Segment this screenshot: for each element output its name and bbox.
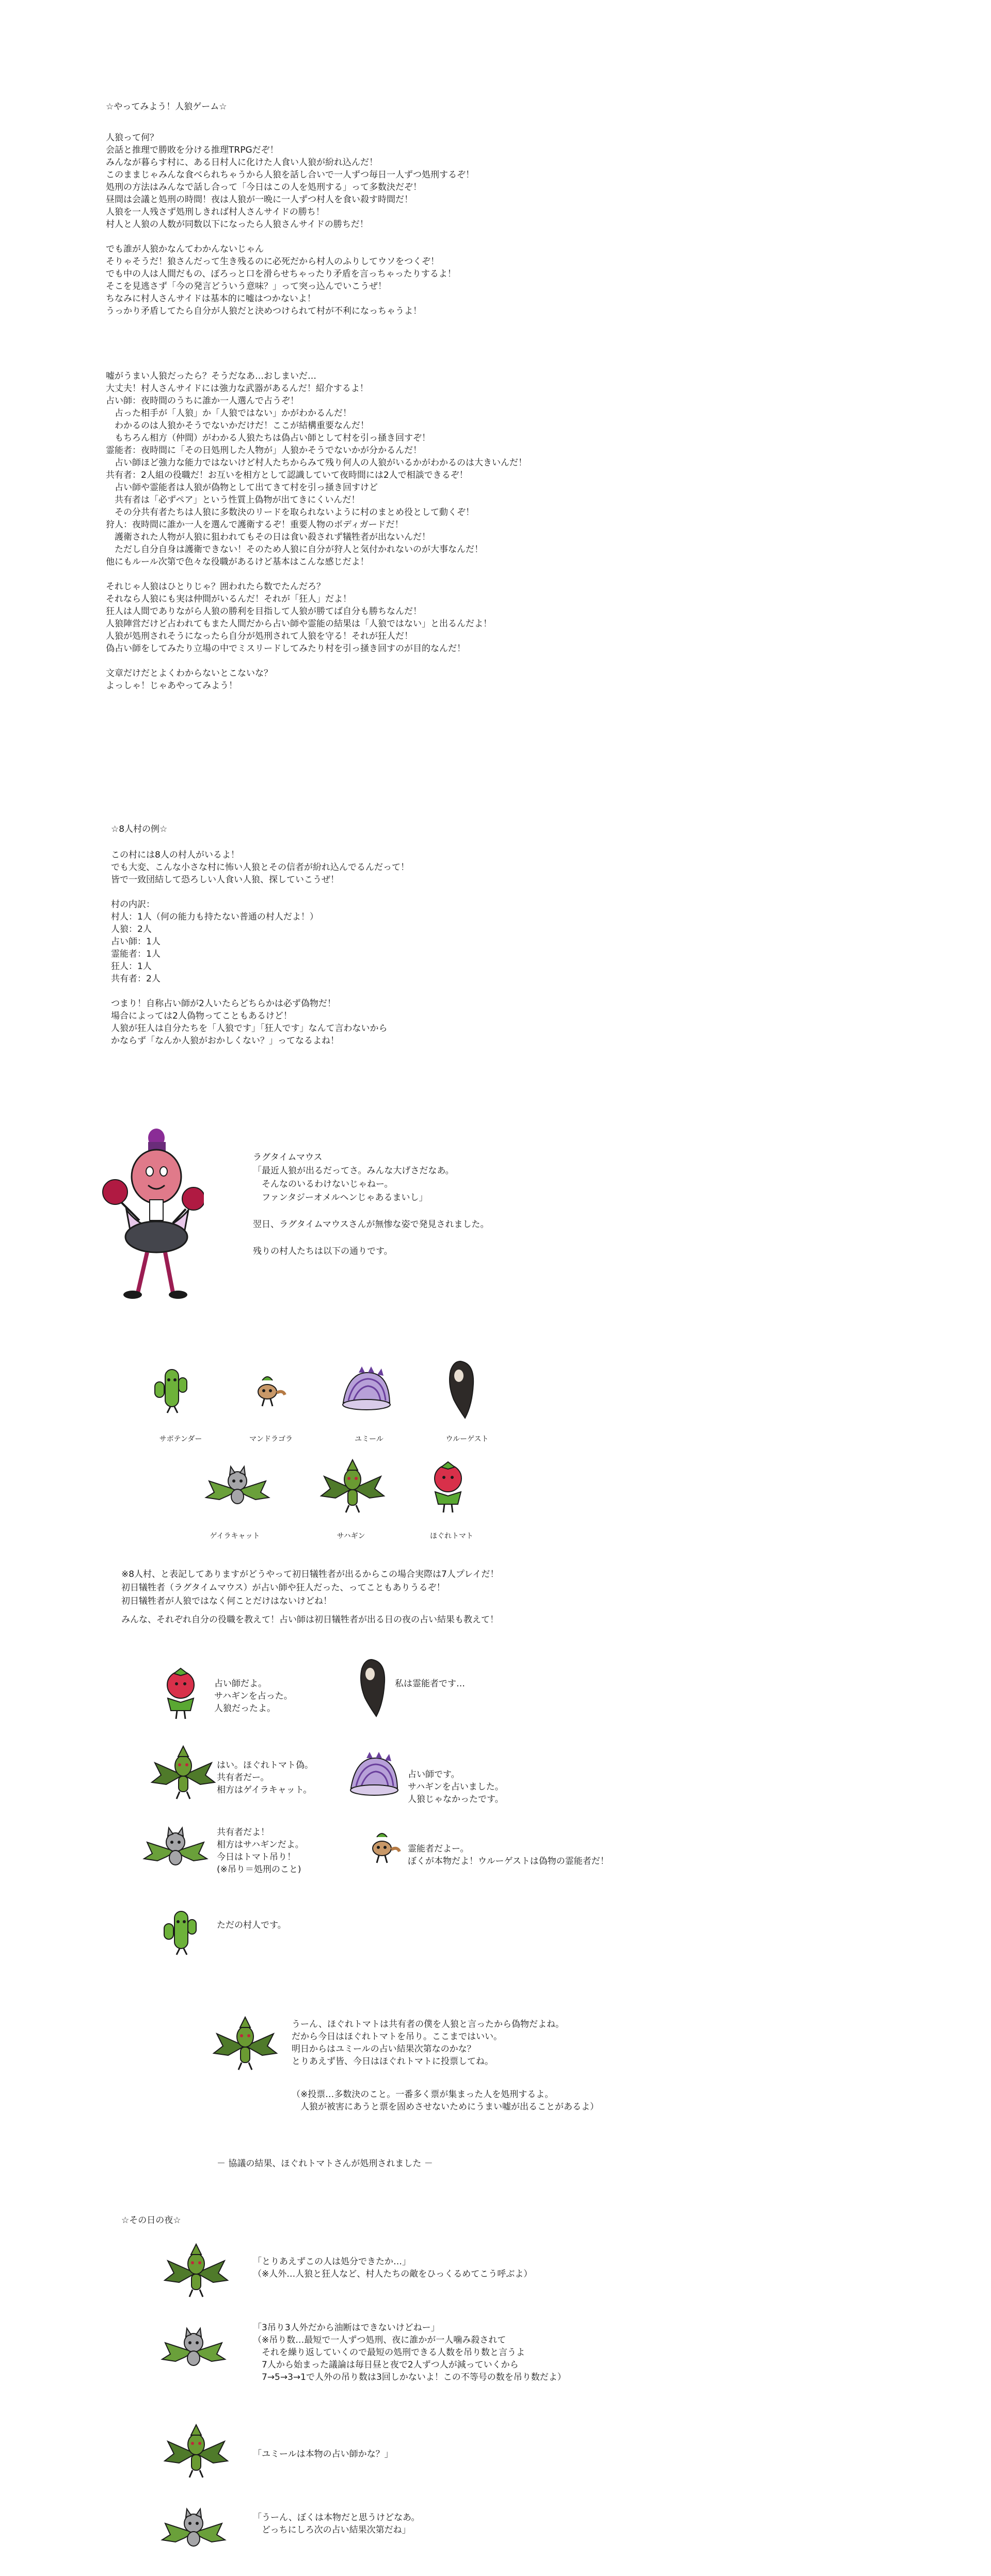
cat-icon [160,2322,227,2374]
wraith-icon [354,1656,390,1718]
claim-line: 人狼だったよ。 [214,1703,276,1714]
shell-icon [338,1366,395,1413]
example-line: 占い師：1人 [111,937,161,947]
claims-prompt: みんな、それぞれ自分の役職を教えて！占い師は初日犠牲者が出る日の夜の占い結果も教えて！ [121,1615,499,1625]
intro-line: でも中の人は人間だもの、ぽろっと口を滑らせちゃったり矛盾を言っちゃったりするよ！ [106,269,456,279]
sahagin-icon [163,2242,230,2299]
intro-line: 人狼を一人残さず処刑しきれば村人さんサイドの勝ち！ [106,207,325,217]
intro-line: でも誰が人狼かなんてわかんないじゃん [106,244,264,254]
roles-line: 狂人は人間でありながら人狼の勝利を目指して人狼が勝てば自分も勝ちなんだ！ [106,606,422,617]
claim-line: 人狼じゃなかったです。 [408,1794,504,1805]
sahagin-icon [212,2015,279,2072]
story-line: 残りの村人たちは以下の通りです。 [253,1246,393,1257]
example-line: 人狼：2人 [111,924,152,935]
story-line: 「最近人狼が出るだってさ。みんな大げさだなあ。 [253,1166,454,1176]
roles-line: その分共有者たちは人狼に多数決のリードを取られないように村のまとめ役として動くぞ！ [106,507,474,518]
wraith-icon [442,1358,478,1420]
roles-line: 他にもルール次第で色々な役職があるけど基本はこんな感じだよ！ [106,557,369,567]
claim-line: ぼくが本物だよ！ウルーゲストは偽物の霊能者だ！ [408,1856,609,1866]
claim-line: 相方はサハギンだよ。 [217,1840,304,1850]
intro-line: うっかり矛盾してたら自分が人狼だと決めつけられて村が不利になっちゃうよ！ [106,306,422,316]
note-line: 初日犠牲者が人狼ではなく何ことだけはないけどね！ [121,1596,332,1606]
discussion-line: とりあえず皆、今日はほぐれトマトに投票してね。 [292,2056,493,2067]
night-line: 「とりあえずこの人は処分できたか…」 [253,2257,411,2267]
note-line: 初日犠牲者（ラグタイムマウス）が占い師や狂人だった、ってこともありうるぞ！ [121,1583,445,1593]
mouse-portrait [101,1117,204,1313]
night-line: 7→5→3→1で人外の吊り数は3回しかないよ！この不等号の数を吊り数だよ） [253,2372,566,2382]
night-line: どっちにしろ次の占い結果次第だね」 [253,2525,411,2535]
roles-line: 人狼陣営だけど占われてもまた人間だから占い師や霊能の結果は「人狼ではない」と出るんだよ！ [106,619,492,629]
sahagin-icon [319,1458,386,1515]
villager-name: ユミール [355,1435,383,1443]
example-line: つまり！自称占い師が2人いたらどちらかは必ず偽物だ！ [111,999,336,1009]
intro-line: 村人と人狼の人数が同数以下になったら人狼さんサイドの勝ちだ！ [106,219,369,230]
claim-line: 今日はトマト吊り！ [217,1852,296,1862]
intro-line: 処刑の方法はみんなで話し合って「今日はこの人を処刑する」って多数決だぞ！ [106,182,422,192]
note-line: ※8人村、と表記してありますがどうやって初日犠牲者が出るからこの場合実際は7人プレイだ！ [121,1569,499,1580]
roles-line: 人狼が処刑されそうになったら自分が処刑されて人狼を守る！それが狂人だ！ [106,631,413,641]
night-line: それを繰り返していくので最短の処刑できる人数を吊り数と言うよ [253,2347,525,2358]
intro-line: 会話と推理で勝敗を分ける推理TRPGだぞ！ [106,145,279,155]
example-line: 皆で一致団結して恐ろしい人食い人狼、探していこうぜ！ [111,875,339,885]
intro-line: 昼間は会議と処刑の時間！夜は人狼が一晩に一人ずつ村人を食い殺す時間だ！ [106,195,413,205]
night-line: 「ユミールは本物の占い師かな？」 [253,2449,393,2459]
claim-line: 占い師です。 [408,1769,460,1780]
tomato-icon [425,1458,471,1515]
example-line: 狂人：1人 [111,961,152,972]
roles-line: 文章だけだとよくわからないとこないな？ [106,668,273,679]
example-line: この村には8人の村人がいるよ！ [111,850,239,860]
discussion-line: うーん、ほぐれトマトは共有者の僕を人狼と言ったから偽物だよね。 [292,2019,565,2030]
villager-name: マンドラゴラ [249,1435,293,1443]
discussion-note: 人狼が被害にあうと票を固めさせないためにうまい嘘が出ることがあるよ） [292,2102,599,2112]
story-line: ファンタジーオメルヘンじゃあるまいし」 [253,1193,428,1203]
vote-result: － 協議の結果、ほぐれトマトさんが処刑されました － [217,2159,433,2169]
villager-name: サボテンダー [159,1435,202,1443]
mandragora-icon [361,1827,403,1868]
example-line: 場合によっては2人偽物ってこともあるけど！ [111,1011,292,1021]
claim-line: 相方はゲイラキャット。 [217,1785,312,1795]
roles-line: 大丈夫！村人さんサイドには強力な武器があるんだ！紹介するよ！ [106,383,369,394]
example-line: 霊能者：1人 [111,949,161,959]
night-heading: ☆その日の夜☆ [121,2215,181,2226]
roles-line: もちろん相方（仲間）がわかる人狼たちは偽占い師として村を引っ掻き回すぞ！ [106,433,430,443]
claim-line: (※吊り＝処刑のこと) [217,1864,301,1875]
night-line: 「3吊り3人外だから油断はできないけどねー」 [253,2323,440,2333]
roles-line: それじゃ人狼はひとりじゃ？囲われたら数でたんだろ？ [106,582,325,592]
intro-line: 人狼って何？ [106,133,158,143]
intro-line: みんなが暮らす村に、ある日村人に化けた人食い人狼が紛れ込んだ！ [106,157,378,168]
villager-name: サハギン [337,1532,365,1540]
intro-heading: ☆やってみよう！人狼ゲーム☆ [106,102,227,112]
story-line: 翌日、ラグタイムマウスさんが無惨な姿で発見されました。 [253,1219,489,1230]
claim-line: 霊能者だよー。 [408,1844,469,1854]
cactus-icon [160,1904,201,1956]
roles-line: 護衛された人物が人狼に狙われてもその日は食い殺されず犠牲者が出ないんだ！ [106,532,430,542]
villager-name: ゲイラキャット [210,1532,260,1540]
night-line: （※吊り数…最短で一人ずつ処刑、夜に誰かが一人噛み殺されて [253,2335,506,2345]
claim-line: はい。ほぐれトマト偽。 [217,1760,313,1770]
claim-line: サハギンを占った。 [214,1691,293,1701]
roles-line: わかるのは人狼かそうでないかだけだ！ここが結構重要なんだ！ [106,421,369,431]
roles-line: 嘘がうまい人狼だったら？そうだなあ…おしまいだ… [106,371,316,381]
claim-line: サハギンを占いました。 [408,1782,504,1792]
roles-line: それなら人狼にも実は仲間がいるんだ！それが「狂人」だよ！ [106,594,351,604]
story-line: そんなのいるわけないじゃねー。 [253,1179,393,1189]
villager-name: ウルーゲスト [445,1435,489,1443]
villager-name: ほぐれトマト [430,1532,473,1540]
example-line: 村人：1人（何の能力も持たない普通の村人だよ！） [111,912,318,922]
night-line: （※人外…人狼と狂人など、村人たちの敵をひっくるめてこう呼ぶよ） [253,2269,533,2279]
claim-line: 私は霊能者です… [395,1679,465,1689]
example-line: 共有者：2人 [111,974,161,984]
roles-line: 占い師や霊能者は人狼が偽物として出てきて村を引っ掻き回すけど [106,482,378,493]
sahagin-icon [163,2423,230,2480]
roles-line: 占い師ほど強力な能力ではないけど村人たちからみて残り何人の人狼がいるかがわかるのは大きいんだ！ [106,458,527,468]
roles-line: よっしゃ！じゃあやってみよう！ [106,681,237,691]
intro-line: このままじゃみんな食べられちゃうから人狼を話し合いで一人ずつ毎日一人ずつ処刑するぞ！ [106,170,474,180]
cactus-icon [151,1362,192,1414]
cat-icon [204,1460,271,1512]
roles-line: 共有者は「必ずペア」という性質上偽物が出てきにくいんだ！ [106,495,360,505]
claim-line: 共有者だよ！ [217,1827,269,1838]
example-line: 人狼が狂人は自分たちを「人狼です」「狂人です」なんて言わないから [111,1023,388,1034]
discussion-line: だから今日はほぐれトマトを吊り。ここまではいい。 [292,2032,502,2042]
mandragora-icon [247,1370,288,1411]
intro-line: そりゃそうだ！狼さんだって生き残るのに必死だから村人のふりしてウソをつくぞ！ [106,256,439,267]
claim-line: ただの村人です。 [217,1920,286,1930]
claim-line: 占い師だよ。 [214,1679,267,1689]
roles-line: 偽占い師をしてみたり立場の中でミスリードしてみたり村を引っ掻き回すのが目的なんだ！ [106,643,466,654]
tomato-icon [157,1664,204,1721]
sahagin-icon [150,1744,217,1801]
cat-icon [160,2503,227,2554]
roles-line: 占った相手が「人狼」か「人狼ではない」かがわかるんだ！ [106,408,351,418]
roles-line: 霊能者：夜時間に「その日処刑した人物が」人狼かそうでないかが分かるんだ！ [106,445,422,456]
roles-line: 占い師：夜時間のうちに誰か一人選んで占うぞ！ [106,396,299,406]
roles-line: 狩人：夜時間に誰か一人を選んで護衛するぞ！重要人物のボディガードだ！ [106,520,404,530]
intro-line: そこを見逃さず「今の発言どういう意味？」って突っ込んでいこうぜ！ [106,281,387,292]
night-line: 7人から始まった議論は毎日昼と夜で2人ずつ人が減っていくから [253,2360,519,2370]
story-line: ラグタイムマウス [253,1152,323,1163]
roles-line: 共有者：2人組の役職だ！お互いを相方として認識していて夜時間には2人で相談できるぞ！ [106,470,468,480]
intro-line: ちなみに村人さんサイドは基本的に嘘はつかないよ！ [106,294,316,304]
example-line: かならず「なんか人狼がおかしくない？」ってなるよね！ [111,1036,339,1046]
discussion-line: 明日からはユミールの占い結果次第なのかな？ [292,2044,476,2054]
shell-icon [346,1752,403,1798]
discussion-note: （※投票…多数決のこと。一番多く票が集まった人を処刑するよ。 [292,2089,554,2100]
night-line: 「うーん、ぼくは本物だと思うけどなあ。 [253,2513,420,2523]
example-line: 村の内訳： [111,899,155,910]
roles-line: ただし自分自身は護衛できない！そのため人狼に自分が狩人と気付かれないのが大事なんだ！ [106,544,483,555]
example-heading: ☆8人村の例☆ [111,824,168,834]
claim-line: 共有者だー。 [217,1773,269,1783]
cat-icon [142,1822,209,1873]
example-line: でも大変、こんな小さな村に怖い人狼とその信者が紛れ込んでるんだって！ [111,862,409,873]
